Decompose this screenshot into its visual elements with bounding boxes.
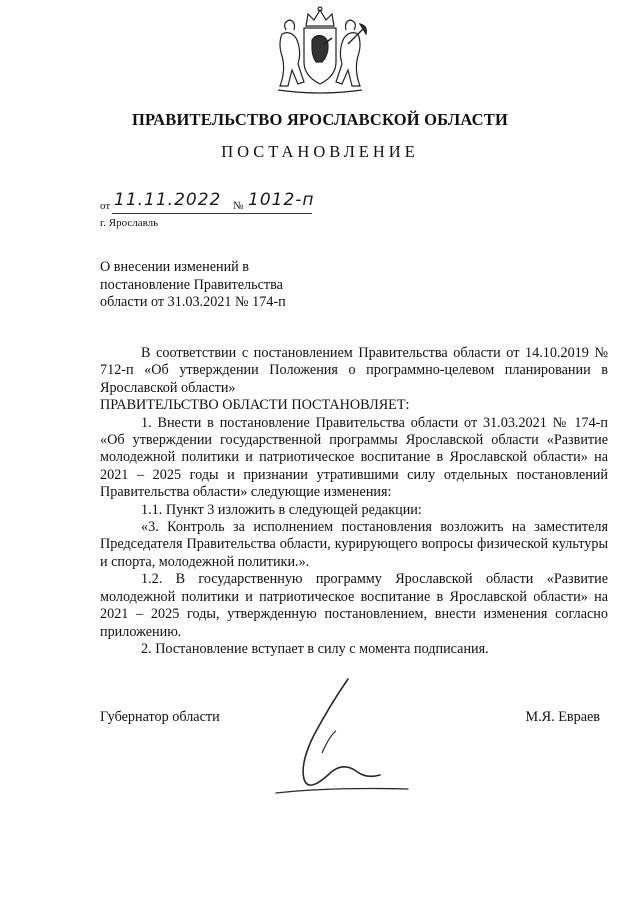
yaroslavl-coat-of-arms-icon [268, 4, 372, 96]
paragraph-1: 1. Внести в постановление Правительства области от 31.03.2021 № 174-п «Об утверждении государственной программы Ярославской области «Развитие молодежной политики и патриотическое воспитание в Ярославской области» на 2021 – 2025 годы и признании утратившими силу отдельных постановлений Правительства области» следующие изменения: [100, 414, 608, 501]
subject-line: О внесении изменений в [100, 259, 250, 275]
handwritten-signature-icon [270, 675, 410, 805]
document-body [100, 345, 608, 658]
intro-paragraph: В соответствии с постановлением Правительства области от 14.10.2019 № 712-п «Об утверждении Положения о программно-целевом планировании в Ярославской области» [100, 345, 608, 396]
paragraph-1-1: 1.1. Пункт 3 изложить в следующей редакции: [141, 501, 422, 518]
signatory-position: Губернатор области [100, 709, 220, 725]
paragraph-1-1-quote: «3. Контроль за исполнением постановления возложить на заместителя Председателя Правительства области, курирующего вопросы физической культуры и спорта, молодежной политики.». [100, 519, 608, 570]
document-subject [100, 259, 330, 312]
document-type: ПОСТАНОВЛЕНИЕ [221, 142, 419, 161]
number-prefix: № [233, 200, 244, 212]
paragraph-2: 2. Постановление вступает в силу с момента подписания. [141, 640, 489, 657]
subject-line: области от 31.03.2021 № 174-п [100, 294, 286, 310]
signatory-name: М.Я. Евраев [525, 709, 600, 725]
date-underline [112, 213, 312, 214]
subject-line: постановление Правительства [100, 276, 283, 293]
date-prefix: от [100, 200, 111, 212]
decree-line: ПРАВИТЕЛЬСТВО ОБЛАСТИ ПОСТАНОВЛЯЕТ: [100, 397, 410, 414]
handwritten-number: 1012-п [248, 190, 315, 210]
handwritten-date: 11.11.2022 [114, 190, 222, 210]
paragraph-1-2: 1.2. В государственную программу Ярославской области «Развитие молодежной политики и патриотическое воспитание в Ярославской области» на 2021 – 2025 годы, утвержденную постановлением, внести изменения согласно приложению. [100, 571, 608, 640]
date-number-line [100, 192, 330, 218]
city: г. Ярославль [100, 217, 159, 229]
org-title: ПРАВИТЕЛЬСТВО ЯРОСЛАВСКОЙ ОБЛАСТИ [131, 110, 509, 129]
